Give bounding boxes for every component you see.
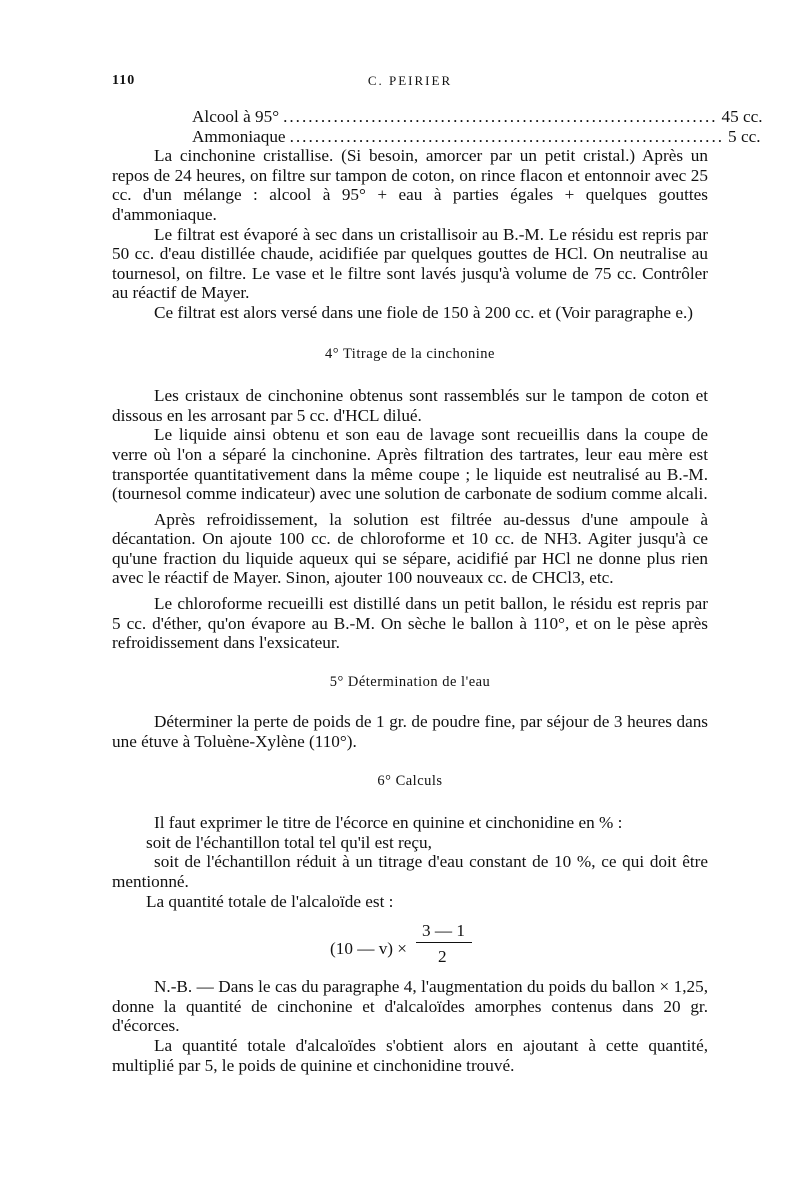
page-number: 110 — [112, 73, 136, 88]
reagent-value: 45 cc. — [721, 107, 763, 126]
section-heading-6: 6° Calculs — [377, 772, 443, 789]
paragraph: Il faut exprimer le titre de l'écorce en quinine et cinchonidine en % : — [154, 813, 623, 833]
paragraph: Le chloroforme recueilli est distillé dans un petit ballon, le résidu est repris par 5 cc. d'éther, qu'on évapore au B.-M. On sèche le ballon à 110°, et on le pèse après refroidissement dans l'exsicateur. — [112, 594, 708, 653]
paragraph: soit de l'échantillon total tel qu'il est reçu, — [146, 832, 432, 852]
reagent-row-alcohol — [192, 107, 763, 127]
running-title: C. PEIRIER — [367, 73, 453, 88]
reagent-row-ammonia — [192, 126, 761, 147]
paragraph: Ce filtrat est alors versé dans une fiole de 150 à 200 cc. et (Voir paragraphe e.) — [154, 302, 693, 322]
paragraph: soit de l'échantillon réduit à un titrage d'eau constant de 10 %, ce qui doit être mentionné. — [112, 852, 708, 891]
reagent-label: Alcool à 95° — [192, 107, 280, 126]
formula-numerator: 3 — 1 — [422, 921, 465, 941]
dot-leader: ..................................................................... — [289, 126, 725, 146]
paragraph: Après refroidissement, la solution est filtrée au-dessus d'une ampoule à décantation. On ajoute 100 cc. de chloroforme et 10 cc. de NH3. Agiter jusqu'à ce qu'une fraction du liquide aqueux qui se sépare, acidifié par HCl ne donne plus rien avec le réactif de Mayer. Sinon, ajouter 100 nouveaux cc. de CHCl3, etc. — [112, 509, 708, 588]
paragraph: N.-B. — Dans le cas du paragraphe 4, l'augmentation du poids du ballon × 1,25, donne la quantité de cinchonine et d'alcaloïdes amorphes contenus dans 20 gr. d'écorces. — [112, 977, 708, 1036]
paragraph: Le liquide ainsi obtenu et son eau de lavage sont recueillis dans la coupe de verre où l'on a séparé la cinchonine. Après filtration des tartrates, leur eau mère est transportée quantitativement dans la même coupe ; le liquide est neutralisé au B.-M. (tournesol comme indicateur) avec une solution de carbonate de sodium comme alcali. — [112, 425, 708, 504]
dot-leader: ..................................................................... — [283, 107, 718, 126]
paragraph: Le filtrat est évaporé à sec dans un cristallisoir au B.-M. Le résidu est repris par 50 cc. d'eau distillée chaude, acidifiée par quelques gouttes de HCl. On neutralise au tournesol, on filtre. Le vase et le filtre sont lavés jusqu'à volume de 75 cc. Contrôler au réactif de Mayer. — [112, 224, 708, 303]
reagent-value: 5 cc. — [728, 126, 761, 146]
page-header — [112, 73, 708, 93]
section-heading-4: 4° Titrage de la cinchonine — [325, 345, 495, 362]
fraction-bar — [416, 942, 472, 943]
paragraph: La cinchonine cristallise. (Si besoin, amorcer par un petit cristal.) Après un repos de 24 heures, on filtre sur tampon de coton, on rince flacon et entonnoir avec 25 cc. d'un mélange : alcool à 95° + eau à parties égales + quelques gouttes d'ammoniaque. — [112, 146, 708, 224]
formula-left: (10 — v) × — [330, 939, 407, 959]
formula-denominator: 2 — [438, 947, 447, 967]
paragraph: La quantité totale d'alcaloïdes s'obtient alors en ajoutant à cette quantité, multiplié par 5, le poids de quinine et cinchonidine trouvé. — [112, 1035, 708, 1075]
page-body — [112, 107, 763, 1075]
section-heading-5: 5° Détermination de l'eau — [329, 673, 491, 690]
paragraph: Déterminer la perte de poids de 1 gr. de poudre fine, par séjour de 3 heures dans une étuve à Toluène-Xylène (110°). — [112, 712, 708, 752]
reagent-label: Ammoniaque — [192, 126, 286, 146]
paragraph: Les cristaux de cinchonine obtenus sont rassemblés sur le tampon de coton et dissous en les arrosant par 5 cc. d'HCL dilué. — [112, 386, 708, 425]
paragraph: La quantité totale de l'alcaloïde est : — [146, 891, 394, 911]
formula — [112, 917, 708, 977]
